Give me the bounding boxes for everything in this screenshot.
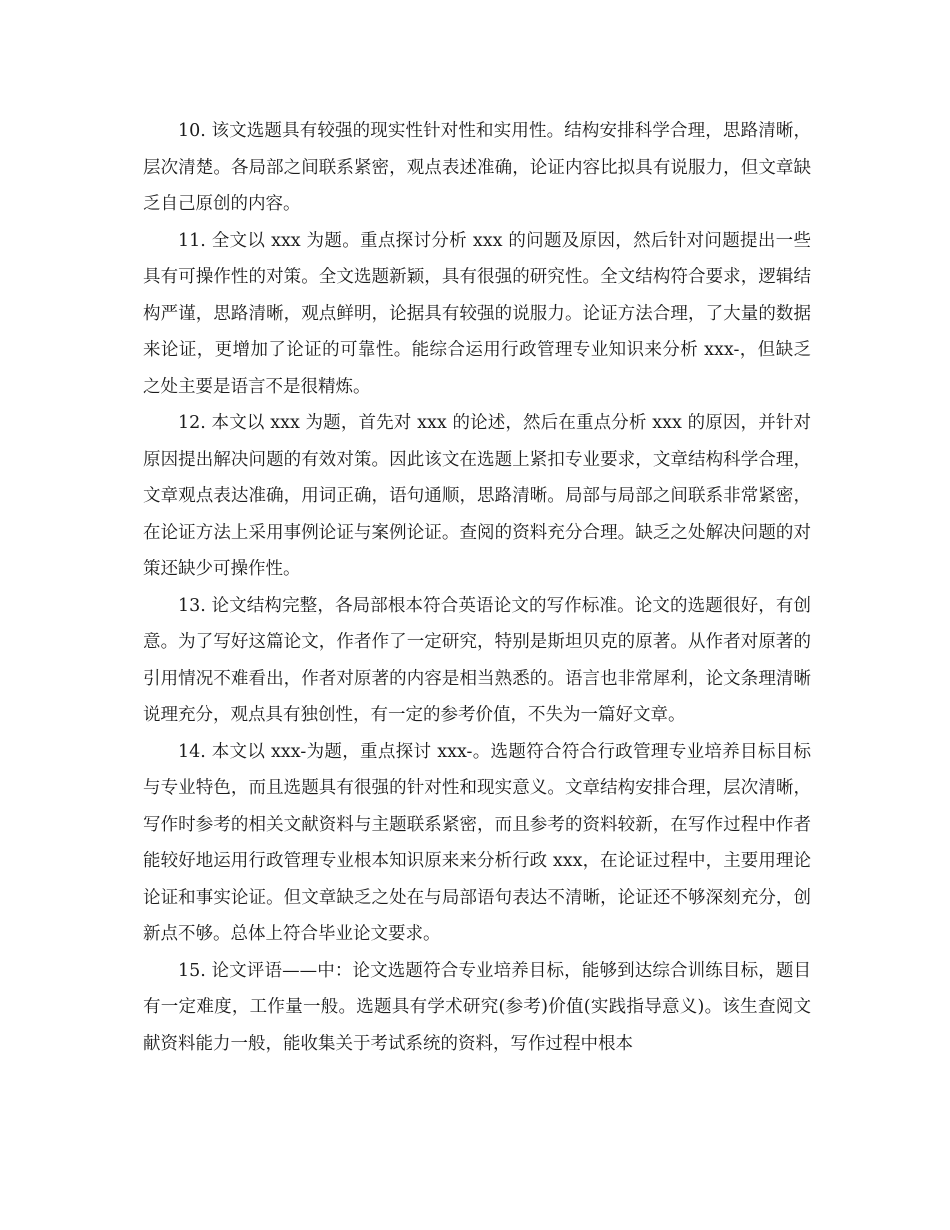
paragraph-12: 12. 本文以 xxx 为题，首先对 xxx 的论述，然后在重点分析 xxx 的原因，并针对原因提出解决问题的有效对策。因此该文在选题上紧扣专业要求，文章结构科学合理，文章观点表达准确，用词正确，语句通顺，思路清晰。局部与局部之间联系非常紧密，在论证方法上采用事例论证与案例论证。查阅的资料充分合理。缺乏之处解决问题的对策还缺少可操作性。 [143, 413, 811, 579]
paragraph-10: 10. 该文选题具有较强的现实性针对性和实用性。结构安排科学合理，思路清晰，层次清楚。各局部之间联系紧密，观点表述准确，论证内容比拟具有说服力，但文章缺乏自己原创的内容。 [143, 121, 811, 214]
paragraph-11: 11. 全文以 xxx 为题。重点探讨分析 xxx 的问题及原因，然后针对问题提出一些具有可操作性的对策。全文选题新颖，具有很强的研究性。全文结构符合要求，逻辑结构严谨，思路清晰，观点鲜明，论据具有较强的说服力。论证方法合理，了大量的数据来论证，更增加了论证的可靠性。能综合运用行政管理专业知识来分析 xxx-，但缺乏之处主要是语言不是很精炼。 [143, 230, 811, 397]
paragraph-13: 13. 论文结构完整，各局部根本符合英语论文的写作标准。论文的选题很好，有创意。为了写好这篇论文，作者作了一定研究，特别是斯坦贝克的原著。从作者对原著的引用情况不难看出，作者对原著的内容是相当熟悉的。语言也非常犀利，论文条理清晰说理充分，观点具有独创性，有一定的参考价值，不失为一篇好文章。 [143, 595, 811, 725]
document-body [143, 113, 811, 1062]
paragraph-14: 14. 本文以 xxx-为题，重点探讨 xxx-。选题符合符合行政管理专业培养目标目标与专业特色，而且选题具有很强的针对性和现实意义。文章结构安排合理，层次清晰，写作时参考的相关文献资料与主题联系紧密，而且参考的资料较新，在写作过程中作者能较好地运用行政管理专业根本知识原来来分析行政 xxx，在论证过程中，主要用理论论证和事实论证。但文章缺乏之处在与局部语句表达不清晰，论证还不够深刻充分，创新点不够。总体上符合毕业论文要求。 [143, 741, 811, 944]
paragraph-15: 15. 论文评语——中：论文选题符合专业培养目标，能够到达综合训练目标，题目有一定难度，工作量一般。选题具有学术研究(参考)价值(实践指导意义)。该生查阅文献资料能力一般，能收集关于考试系统的资料，写作过程中根本 [143, 960, 811, 1054]
